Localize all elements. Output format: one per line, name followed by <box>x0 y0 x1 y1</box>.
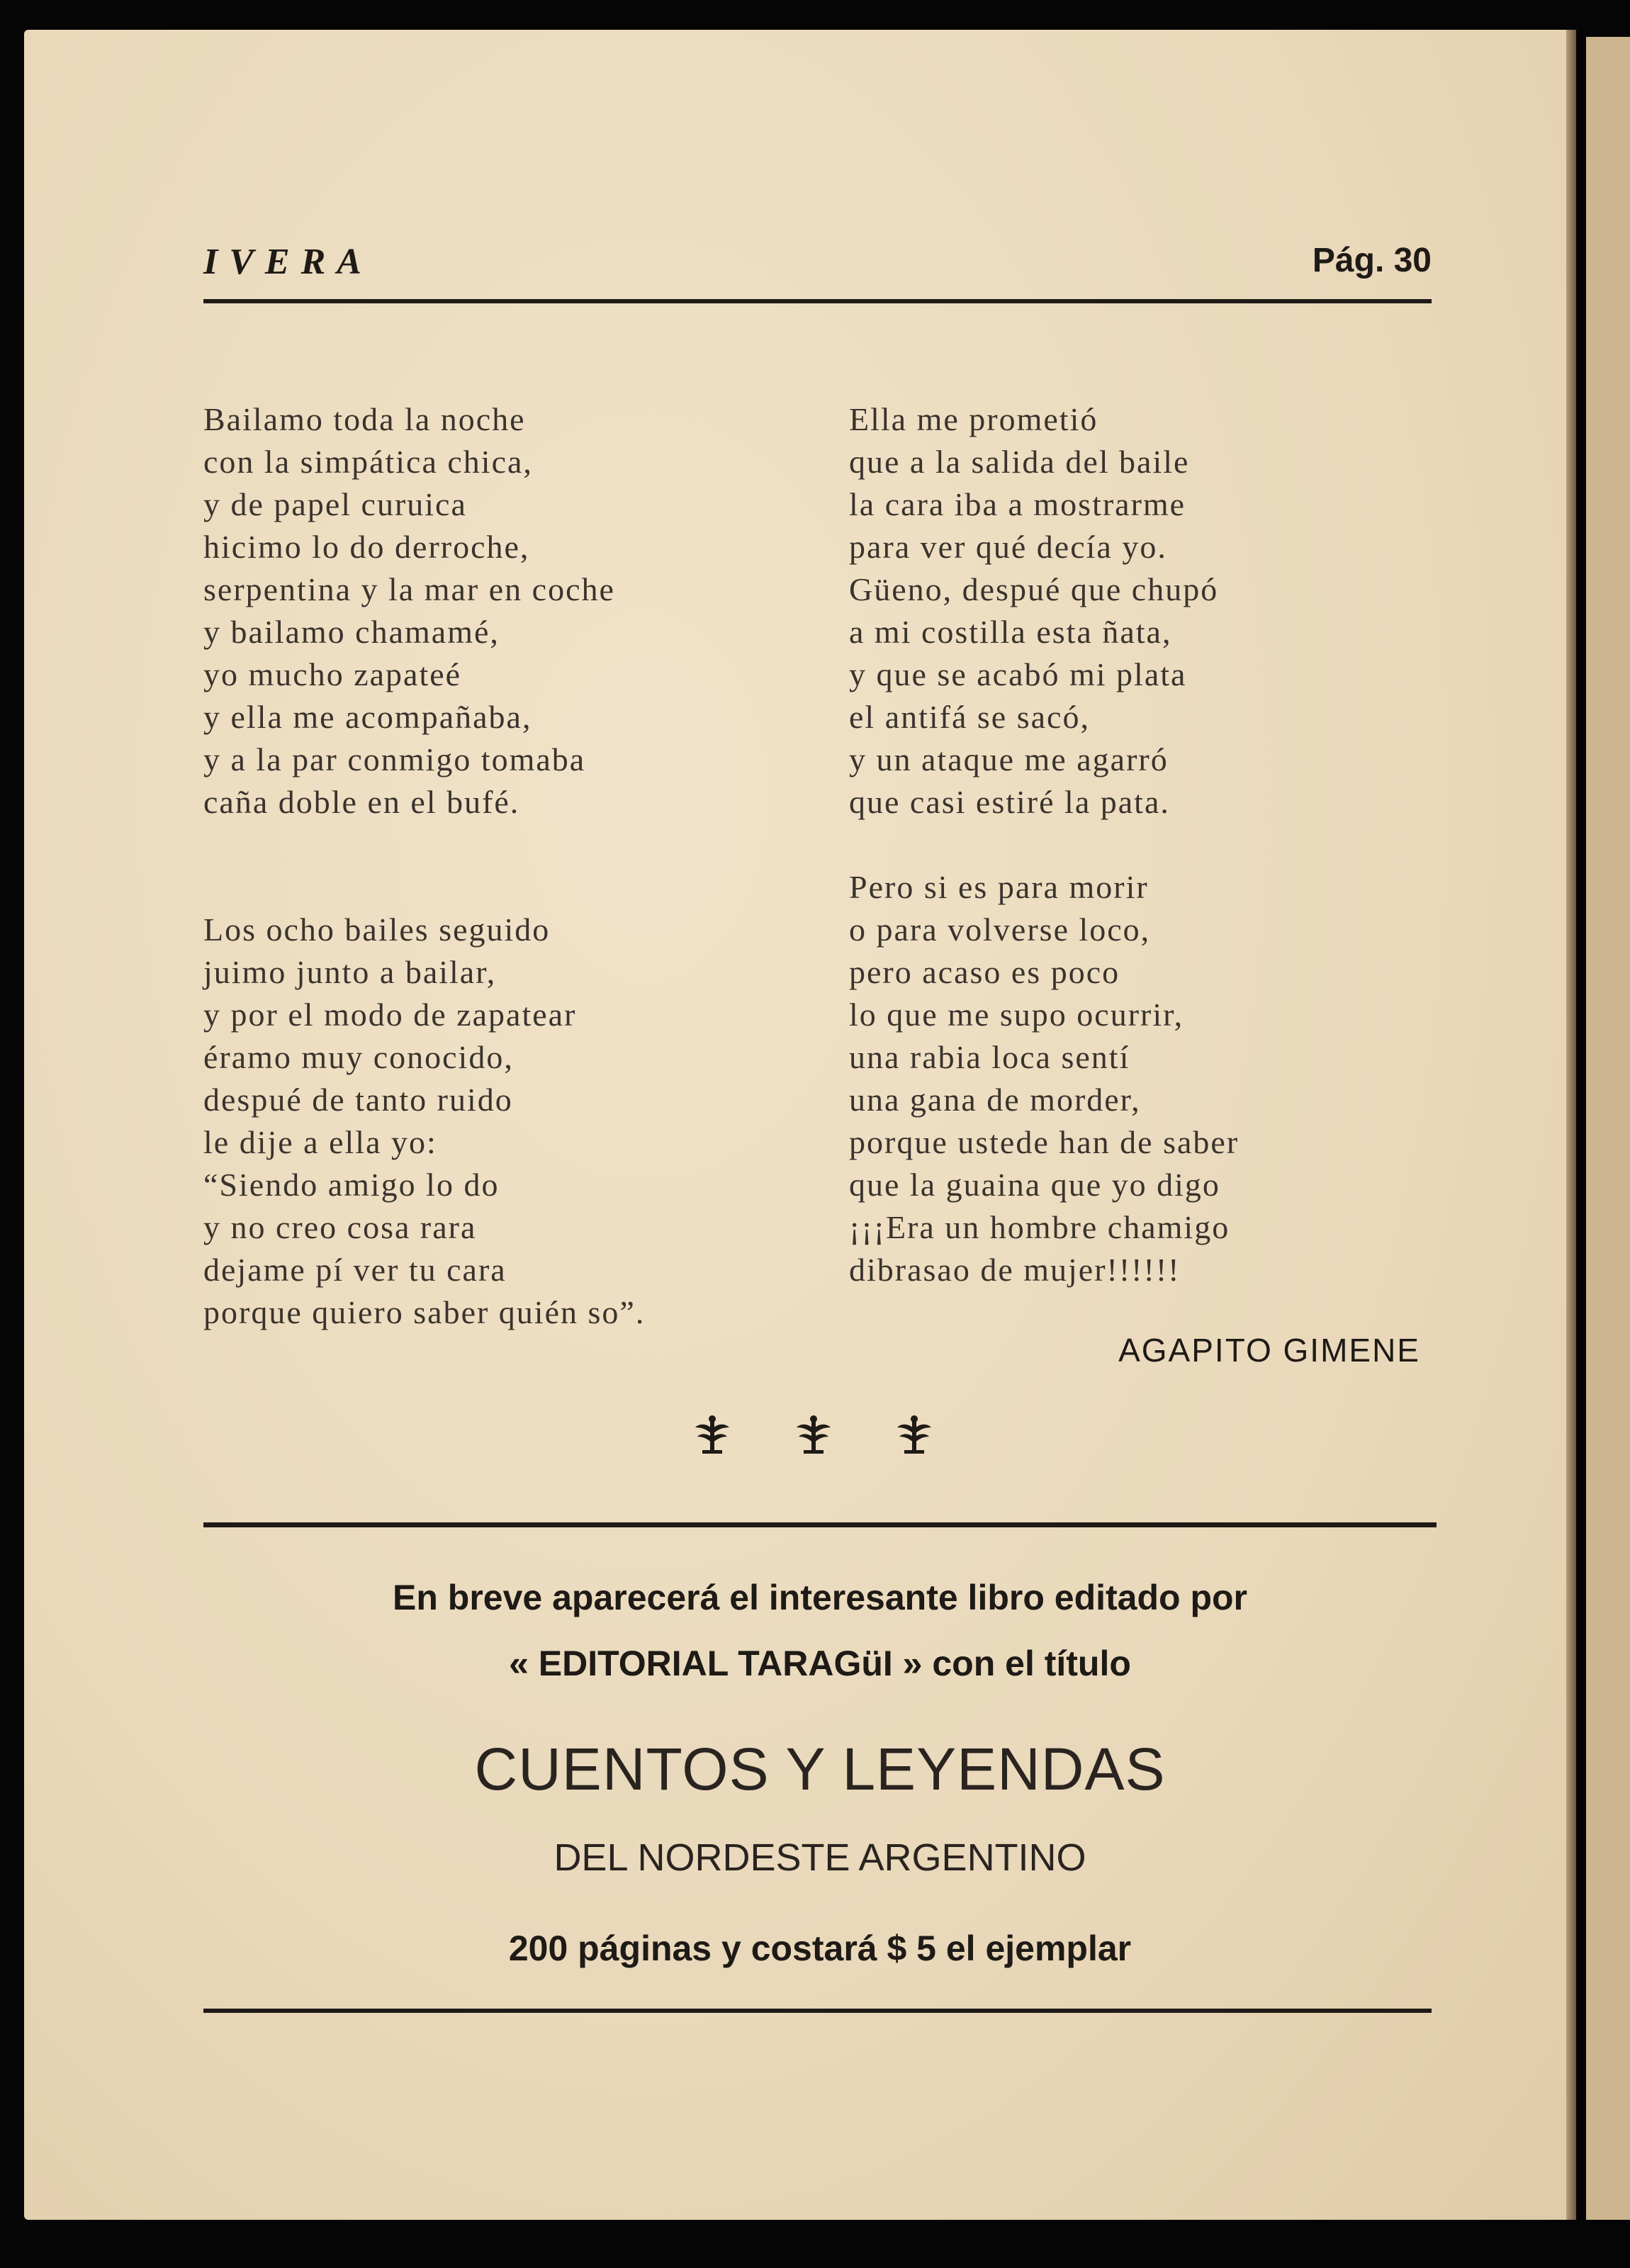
tree-ornament-icon <box>893 1413 935 1456</box>
poem-line: porque quiero saber quién so”. <box>203 1294 646 1330</box>
poem-line: le dije a ella yo: <box>203 1124 437 1160</box>
poem-line: juimo junto a bailar, <box>203 954 497 990</box>
poem-line: yo mucho zapateé <box>203 656 462 692</box>
poem-line: y de papel curuica <box>203 486 467 522</box>
tree-ornament-icon <box>792 1413 835 1456</box>
poem-line: una gana de morder, <box>849 1082 1141 1118</box>
poem-line: porque ustede han de saber <box>849 1124 1240 1160</box>
poem-line: y que se acabó mi plata <box>849 656 1187 692</box>
poem-stanza-1 <box>203 398 615 824</box>
poem-line: y bailamo chamamé, <box>203 614 500 650</box>
poem-line: a mi costilla esta ñata, <box>849 614 1172 650</box>
poem-line: y por el modo de zapatear <box>203 997 577 1033</box>
poem-line: y un ataque me agarró <box>849 741 1169 777</box>
poem-line: que la guaina que yo digo <box>849 1167 1220 1203</box>
poem-line: el antifá se sacó, <box>849 699 1090 735</box>
poem-line: una rabia loca sentí <box>849 1039 1130 1075</box>
poem-line: lo que me supo ocurrir, <box>849 997 1184 1033</box>
poem-stanza-4 <box>849 866 1239 1291</box>
poem-line: caña doble en el bufé. <box>203 784 520 820</box>
ad-book-title: CUENTOS Y LEYENDAS <box>474 1736 1166 1802</box>
poem-line: que a la salida del baile <box>849 444 1190 480</box>
adjacent-page-edge <box>1586 37 1630 2220</box>
ornament-row <box>691 1413 935 1456</box>
poem-author: AGAPITO GIMENE <box>1118 1332 1420 1369</box>
magazine-title: IVERA <box>203 242 373 282</box>
poem-line: pero acaso es poco <box>849 954 1120 990</box>
footer-rule <box>203 2009 1432 2013</box>
poem-line: éramo muy conocido, <box>203 1039 514 1075</box>
page-gutter-shadow <box>1566 30 1576 2220</box>
poem-line: y no creo cosa rara <box>203 1209 477 1245</box>
section-rule <box>203 1522 1437 1527</box>
poem-line: o para volverse loco, <box>849 911 1151 948</box>
poem-line: Los ocho bailes seguido <box>203 911 551 948</box>
poem-line: Pero si es para morir <box>849 869 1149 905</box>
poem-stanza-3 <box>849 398 1218 824</box>
poem-stanza-2 <box>203 909 645 1334</box>
poem-line: y ella me acompañaba, <box>203 699 532 735</box>
ad-announcement: En breve aparecerá el interesante libro editado por <box>393 1578 1247 1617</box>
ad-book-subtitle: DEL NORDESTE ARGENTINO <box>553 1836 1086 1879</box>
poem-line: serpentina y la mar en coche <box>203 571 615 607</box>
poem-line: Ella me prometió <box>849 401 1098 437</box>
poem-line: dejame pí ver tu cara <box>203 1252 507 1288</box>
poem-line: que casi estiré la pata. <box>849 784 1170 820</box>
poem-line: dibrasao de mujer!!!!!! <box>849 1252 1181 1288</box>
poem-line: la cara iba a mostrarme <box>849 486 1186 522</box>
poem-line: con la simpática chica, <box>203 444 533 480</box>
header-rule <box>203 299 1432 303</box>
page-number: Pág. 30 <box>1312 242 1432 279</box>
tree-ornament-icon <box>691 1413 734 1456</box>
poem-line: para ver qué decía yo. <box>849 529 1167 565</box>
poem-line: ¡¡¡Era un hombre chamigo <box>849 1209 1230 1245</box>
poem-line: Bailamo toda la noche <box>203 401 526 437</box>
poem-line: hicimo lo do derroche, <box>203 529 530 565</box>
poem-line: y a la par conmigo tomaba <box>203 741 586 777</box>
poem-line: despué de tanto ruido <box>203 1082 513 1118</box>
ad-publisher: « EDITORIAL TARAGüI » con el título <box>509 1644 1131 1683</box>
poem-line: Güeno, despué que chupó <box>849 571 1219 607</box>
poem-line: “Siendo amigo lo do <box>203 1167 500 1203</box>
ad-price: 200 páginas y costará $ 5 el ejemplar <box>508 1929 1132 1968</box>
